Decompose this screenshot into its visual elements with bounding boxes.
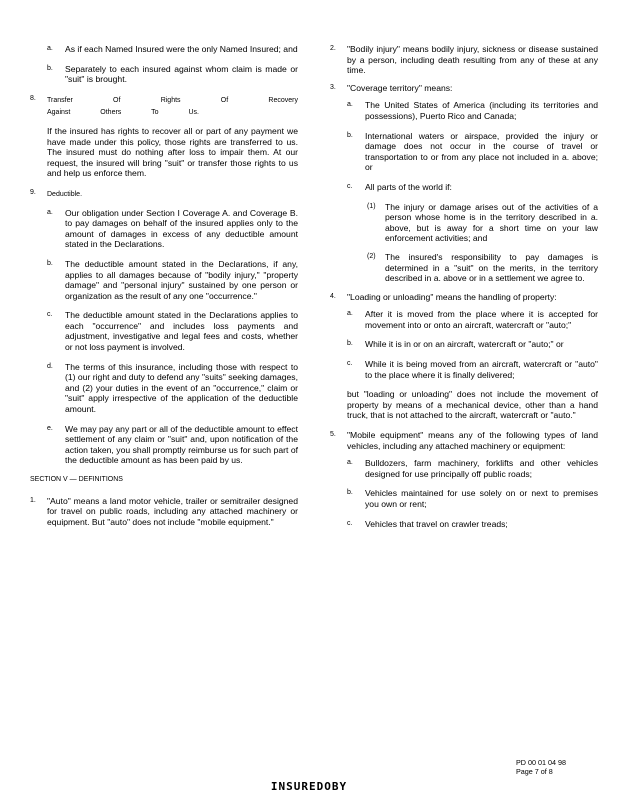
mobile-c	[330, 519, 598, 530]
item-label: (2)	[367, 252, 376, 260]
item-label: 3.	[330, 83, 336, 91]
loading-a	[330, 309, 598, 330]
item-text: Vehicles that travel on crawler treads;	[365, 518, 508, 529]
item-label: 8.	[30, 94, 36, 102]
loading-c	[330, 359, 598, 380]
item-a	[30, 44, 298, 55]
page-number: Page 7 of 8	[516, 767, 553, 776]
page-footer	[516, 758, 566, 776]
item-b	[30, 64, 298, 85]
loading-tail-text: but "loading or unloading" does not include the movement of property by means of a mechanical device, other than a hand truck, that is not attached to the aircraft, watercraft or "auto."	[347, 389, 598, 421]
item-label: b.	[347, 131, 353, 139]
item-text: "Bodily injury" means bodily injury, sickness or disease sustained by a person, including death resulting from any of these at any time.	[347, 44, 598, 76]
item-label: a.	[47, 208, 53, 216]
item-text: All parts of the world if:	[365, 181, 452, 192]
item-text: We may pay any part or all of the deductible amount to effect settlement of any claim or "suit" and, upon notification of the action taken, you shall promptly reimburse us for such part of the deductible amount as has been paid by us.	[65, 423, 298, 466]
item-text: While it is in or on an aircraft, watercraft or "auto;" or	[365, 339, 564, 350]
item-label: 9.	[30, 188, 36, 196]
brand-mark: INSUREDOBY	[270, 780, 348, 793]
item-text: The insured's responsibility to pay damages is determined in a "suit" on the merits, in the territory described in a. above or in a settlement we agree to.	[385, 251, 598, 284]
item-label: d.	[47, 362, 53, 370]
item-label: c.	[347, 360, 353, 368]
territory-c	[330, 182, 598, 193]
item-label: 5.	[330, 431, 336, 439]
item-text: As if each Named Insured were the only Named Insured; and	[65, 44, 298, 54]
item-text: Vehicles maintained for use solely on or next to premises you own or rent;	[365, 488, 598, 509]
item-text: The deductible amount stated in the Declarations, if any, applies to all damages because of "bodily injury," "property damage" and "personal injury" sustained by one person or organization as the result of any one "occurrence."	[65, 258, 298, 301]
item-text: Bulldozers, farm machinery, forklifts and other vehicles designed for use principally off public roads;	[365, 458, 598, 479]
form-number: PD 00 01 04 98	[516, 758, 566, 767]
item-text: After it is moved from the place where it is accepted for movement into or onto an aircraft, watercraft or "auto;"	[365, 309, 598, 330]
definition-1	[30, 496, 298, 528]
territory-c1	[330, 202, 598, 244]
deductible-a	[30, 208, 298, 250]
item-label: b.	[47, 64, 53, 72]
item-text: Our obligation under Section I Coverage A. and Coverage B. to pay damages on behalf of the insured applies only to the amount of damages in excess of any deductible amount stated in the Declarations.	[65, 207, 298, 250]
section-9-heading	[30, 188, 298, 201]
deductible-e	[30, 424, 298, 466]
item-label: a.	[347, 310, 353, 318]
item-text: International waters or airspace, provided the injury or damage does not occur in the course of travel or transportation to or from any place not included in a. above; or	[365, 130, 598, 173]
mobile-b	[330, 488, 598, 509]
item-label: c.	[47, 311, 53, 319]
territory-c2	[330, 252, 598, 284]
item-label: (1)	[367, 202, 376, 210]
left-column	[30, 44, 298, 534]
item-label: b.	[47, 259, 53, 267]
item-label: b.	[347, 489, 353, 497]
deductible-d	[30, 362, 298, 415]
item-text: "Auto" means a land motor vehicle, trailer or semitrailer designed for travel on public roads, including any attached machinery or equipment. But "auto" does not include "mobile equipment."	[47, 495, 298, 527]
item-text: The injury or damage arises out of the activities of a person whose home is in the territory described in a. above, but is away for a short time on your law enforcement activities; and	[385, 201, 598, 244]
item-label: c.	[347, 182, 353, 190]
item-text: Separately to each insured against whom claim is made or "suit" is brought.	[65, 63, 298, 85]
item-label: c.	[347, 519, 353, 527]
definition-5	[330, 430, 598, 451]
section-8-heading	[30, 94, 298, 119]
section-heading: SECTION V — DEFINITIONS	[30, 476, 123, 483]
deductible-c	[30, 310, 298, 352]
loading-b	[330, 339, 598, 350]
item-label: e.	[47, 424, 53, 432]
item-text: "Coverage territory" means:	[347, 82, 453, 93]
item-text: The terms of this insurance, including those with respect to (1) our right and duty to defend any "suits" seeking damages, and (2) your duties in the event of an "occurrence," claim or "suit" apply irrespective of the application of the deductible amount.	[65, 361, 298, 415]
item-label: b.	[347, 340, 353, 348]
territory-b	[330, 131, 598, 173]
definition-4	[330, 292, 598, 303]
section-title: Transfer Of Rights Of Recovery Against Others To Us.	[47, 96, 298, 117]
item-label: 4.	[330, 292, 336, 300]
section-title: Deductible.	[47, 190, 83, 198]
right-column	[330, 44, 598, 538]
section-8-text: If the insured has rights to recover all or part of any payment we have made under this policy, those rights are transferred to us. The insured must do nothing after loss to impair them. At our request, the insured will bring "suit" or transfer those rights to us and help us enforce them.	[47, 125, 298, 179]
item-text: While it is being moved from an aircraft, watercraft or "auto" to the place where it is finally delivered;	[365, 359, 598, 380]
item-label: a.	[347, 101, 353, 109]
item-text: "Loading or unloading" means the handling of property:	[347, 291, 557, 302]
definition-3	[330, 83, 598, 94]
item-label: a.	[347, 459, 353, 467]
item-label: 1.	[30, 496, 36, 504]
item-label: a.	[47, 45, 53, 52]
item-text: The deductible amount stated in the Declarations applies to each "occurrence" and includes loss payments and adjustment, investigative and legal fees and costs, whether or not loss payment is involved.	[65, 310, 298, 353]
definition-2	[330, 44, 598, 76]
territory-a	[330, 100, 598, 121]
mobile-a	[330, 458, 598, 479]
item-text: "Mobile equipment" means any of the following types of land vehicles, including any attached machinery or equipment:	[347, 430, 598, 451]
deductible-b	[30, 259, 298, 301]
item-text: The United States of America (including its territories and possessions), Puerto Rico and Canada;	[365, 100, 598, 121]
item-label: 2.	[330, 45, 336, 52]
